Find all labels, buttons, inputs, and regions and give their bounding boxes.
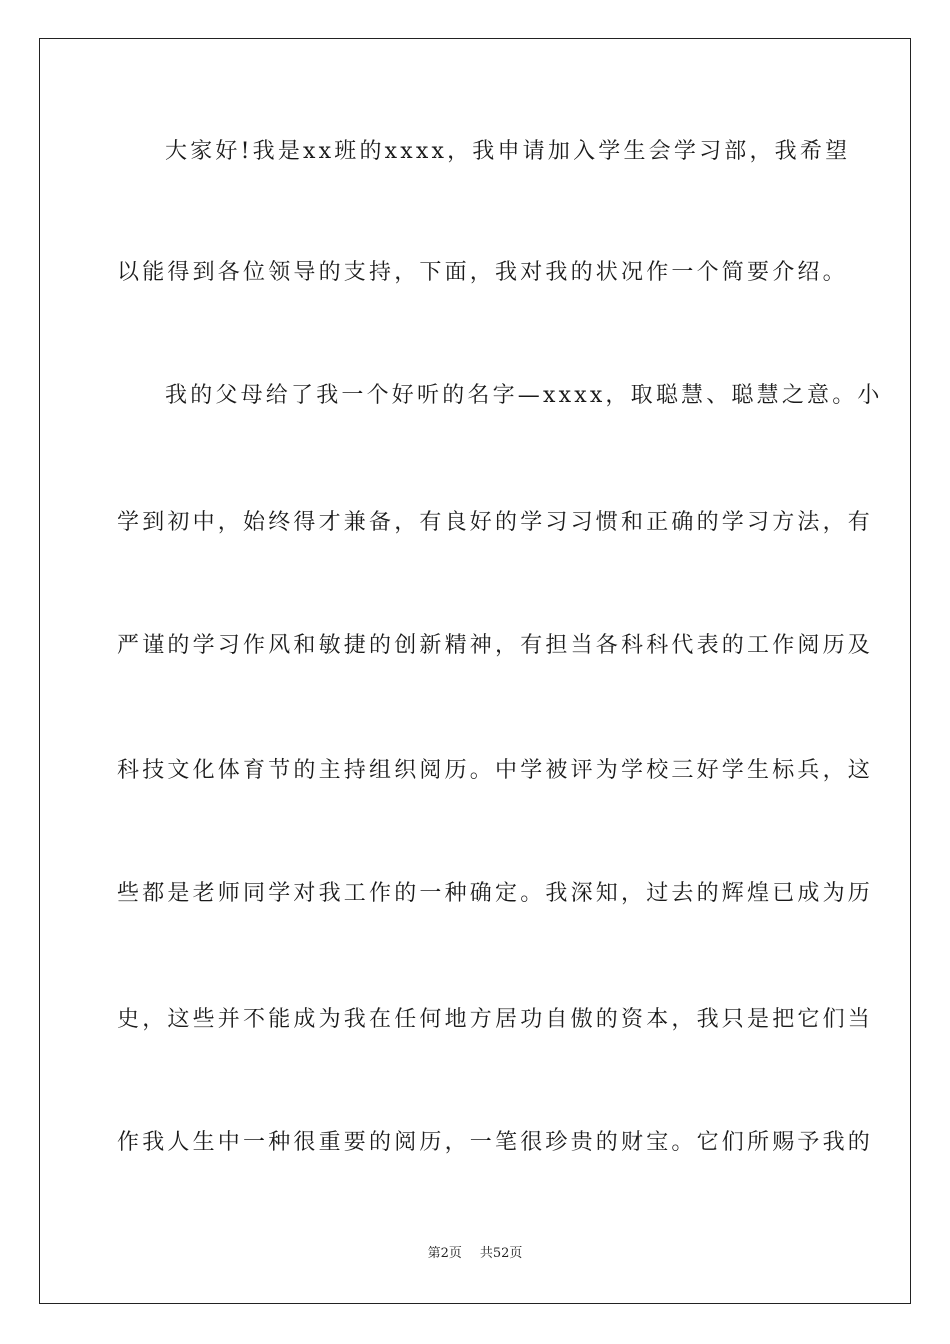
page-number: 第2页 [427,1246,462,1261]
paragraph-1-line-2: 以能得到各位领导的支持，下面，我对我的状况作一个简要介绍。 [117,260,848,285]
paragraph-2-line-6: 史，这些并不能成为我在任何地方居功自傲的资本，我只是把它们当 [117,1007,874,1032]
paragraph-1-line-1: 大家好!我是xx班的xxxx，我申请加入学生会学习部，我希望 [165,139,851,164]
paragraph-2-line-4: 科技文化体育节的主持组织阅历。中学被评为学校三好学生标兵，这 [117,758,874,783]
page-border [39,38,911,1304]
paragraph-2-line-1: 我的父母给了我一个好听的名字—xxxx，取聪慧、聪慧之意。小 [165,383,883,408]
page-total: 共52页 [479,1246,523,1261]
paragraph-2-line-3: 严谨的学习作风和敏捷的创新精神，有担当各科科代表的工作阅历及 [117,633,874,658]
page-footer [0,1245,950,1263]
paragraph-2-line-5: 些都是老师同学对我工作的一种确定。我深知，过去的辉煌已成为历 [117,881,874,906]
paragraph-2-line-7: 作我人生中一种很重要的阅历，一笔很珍贵的财宝。它们所赐予我的 [117,1130,874,1155]
paragraph-2-line-2: 学到初中，始终得才兼备，有良好的学习习惯和正确的学习方法，有 [117,510,874,535]
